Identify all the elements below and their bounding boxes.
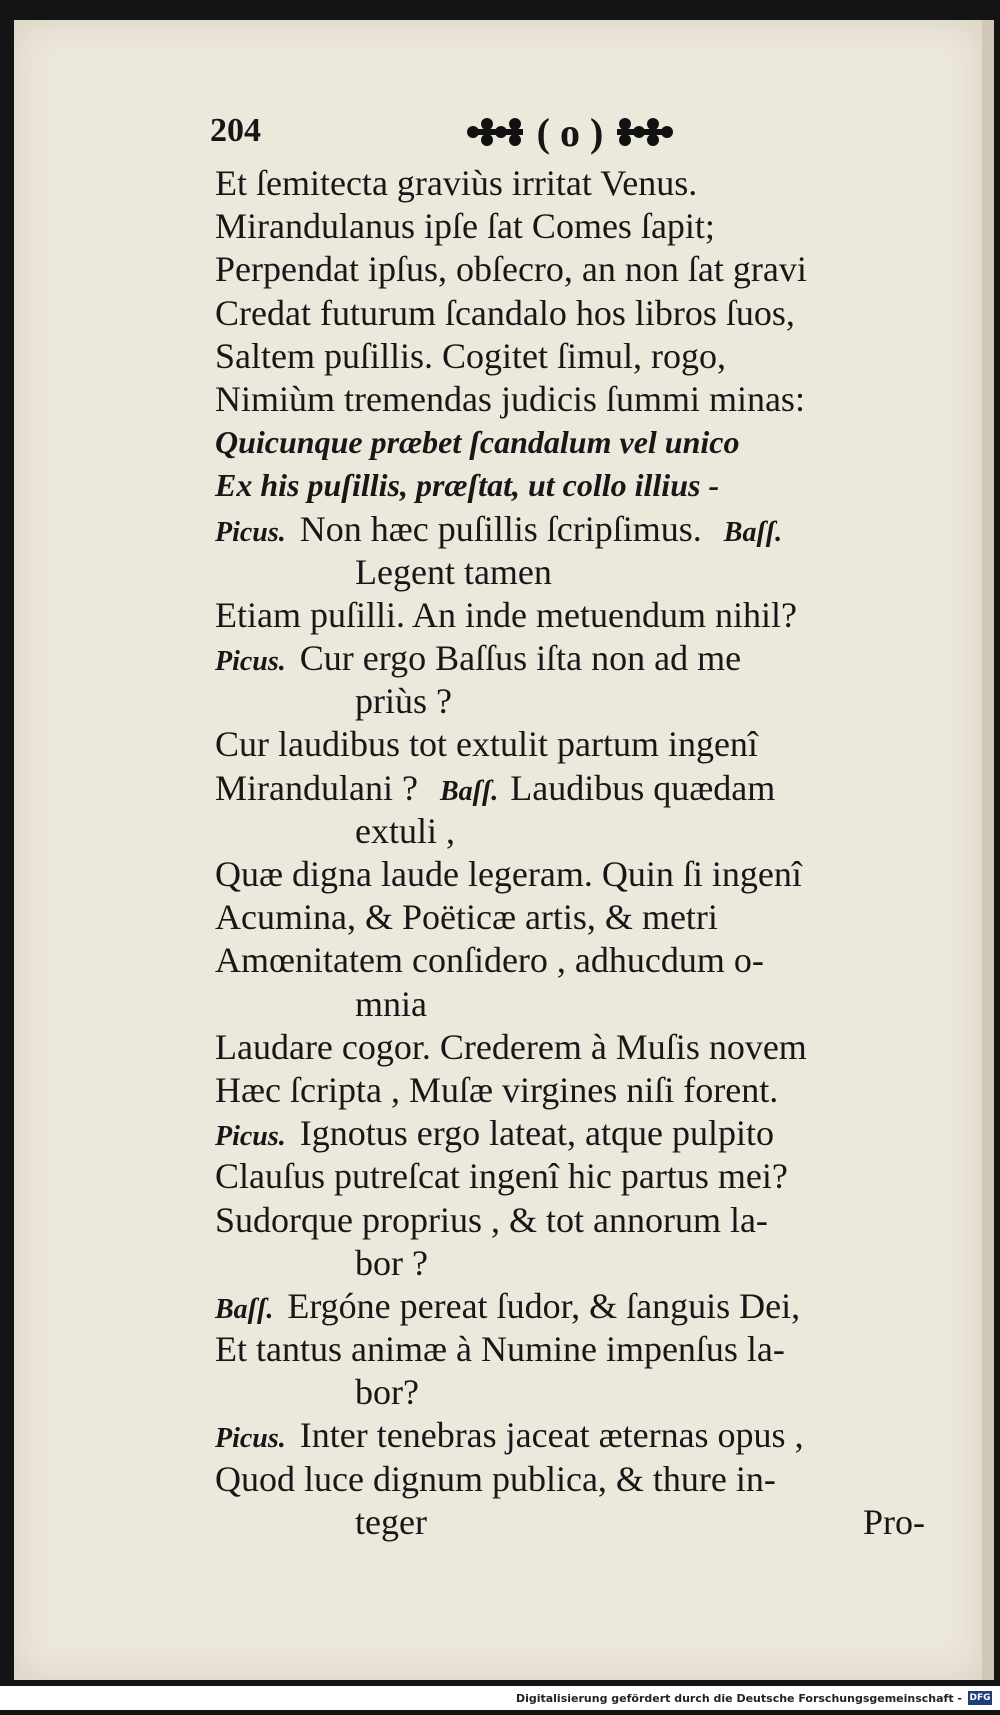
verse-text: mnia bbox=[355, 983, 427, 1024]
speaker-label: Baſſ. bbox=[439, 775, 499, 807]
verse-text: Nimiùm tremendas judicis ſummi minas: bbox=[215, 378, 805, 419]
text-line bbox=[215, 1112, 935, 1155]
verse-text: Et tantus animæ à Numine impenſus la- bbox=[215, 1329, 785, 1370]
verse-text: Etiam puſilli. An inde metuendum nihil? bbox=[215, 594, 797, 635]
digitization-footer bbox=[0, 1686, 1000, 1710]
verse-text: Legent tamen bbox=[355, 551, 552, 592]
verse-text: extuli , bbox=[355, 810, 455, 851]
verse-text: priùs ? bbox=[355, 681, 452, 722]
text-line bbox=[215, 464, 935, 507]
catchword: Pro- bbox=[863, 1501, 925, 1542]
text-line bbox=[215, 248, 935, 291]
text-line bbox=[215, 637, 935, 680]
speaker-label: Picus. bbox=[215, 1423, 286, 1455]
verse-text: Laudare cogor. Crederem à Muſis novem bbox=[215, 1026, 807, 1067]
running-head bbox=[440, 108, 700, 156]
verse-text: Credat futurum ſcandalo hos libros ſuos, bbox=[215, 292, 795, 333]
text-line bbox=[215, 1414, 935, 1457]
speaker-label: Picus. bbox=[215, 516, 286, 548]
text-line bbox=[215, 1371, 935, 1414]
text-line bbox=[215, 378, 935, 421]
verse-text: Inter tenebras jaceat æternas opus , bbox=[299, 1415, 804, 1456]
verse-text: Clauſus putreſcat ingenî hic partus mei? bbox=[215, 1156, 788, 1197]
verse-text: Cur ergo Baſſus iſta non ad me bbox=[299, 638, 742, 679]
speaker-label: Baſſ. bbox=[215, 1293, 274, 1325]
page-number: 204 bbox=[210, 112, 261, 149]
verse-text: Acumina, & Poëticæ artis, & metri bbox=[215, 897, 718, 938]
page-header bbox=[210, 108, 940, 156]
text-line bbox=[215, 508, 935, 551]
text-line bbox=[215, 1501, 935, 1544]
text-line bbox=[215, 680, 935, 723]
text-line bbox=[215, 983, 935, 1026]
text-line bbox=[215, 723, 935, 766]
text-line bbox=[215, 853, 935, 896]
verse-text: Non hæc puſillis ſcripſimus. bbox=[299, 508, 702, 549]
verse-text: Cur laudibus tot extulit partum ingenî bbox=[215, 724, 758, 765]
text-line bbox=[215, 1242, 935, 1285]
verse-text: Hæc ſcripta , Muſæ virgines niſi forent. bbox=[215, 1069, 779, 1110]
verse-text: bor? bbox=[355, 1372, 419, 1413]
verse-text: Laudibus quædam bbox=[510, 767, 776, 808]
verse-text: Quicunque præbet ſcandalum vel unico bbox=[215, 424, 740, 461]
text-line bbox=[215, 551, 935, 594]
verse-text: Et ſemitecta graviùs irritat Venus. bbox=[215, 163, 698, 203]
page-edge bbox=[982, 20, 994, 1680]
verse-text: teger bbox=[355, 1501, 427, 1542]
text-line bbox=[215, 205, 935, 248]
verse-text: Ergóne pereat ſudor, & ſanguis Dei, bbox=[287, 1285, 801, 1326]
verse-text: Quæ digna laude legeram. Quin ſi ingenî bbox=[215, 854, 802, 894]
verse-text: Amœnitatem conſidero , adhucdum o- bbox=[215, 940, 764, 981]
verse-text: Mirandulanus ipſe ſat Comes ſapit; bbox=[215, 206, 715, 247]
text-line bbox=[215, 162, 935, 205]
text-line bbox=[215, 594, 935, 637]
speaker-label: Baſſ. bbox=[723, 516, 783, 548]
text-line bbox=[215, 1328, 935, 1371]
text-line bbox=[215, 896, 935, 939]
running-head-text: ( o ) bbox=[536, 109, 604, 155]
text-line bbox=[215, 767, 935, 810]
text-line bbox=[215, 1026, 935, 1069]
text-line bbox=[215, 1199, 935, 1242]
text-line bbox=[215, 939, 935, 982]
verse-text: Perpendat ipſus, obſecro, an non ſat gravi bbox=[215, 249, 807, 290]
text-line bbox=[215, 1458, 935, 1501]
text-line bbox=[215, 292, 935, 335]
text-line bbox=[215, 1069, 935, 1112]
verse-text-block bbox=[215, 162, 935, 1544]
fleuron-right-icon bbox=[613, 114, 675, 150]
speaker-label: Picus. bbox=[215, 1121, 286, 1153]
dfg-logo: DFG bbox=[969, 1693, 991, 1703]
text-line bbox=[215, 335, 935, 378]
text-line bbox=[215, 1155, 935, 1198]
fleuron-left-icon bbox=[465, 114, 527, 150]
text-line bbox=[215, 421, 935, 464]
verse-text: Mirandulani ? bbox=[215, 767, 418, 808]
verse-text: Ignotus ergo lateat, atque pulpito bbox=[299, 1113, 775, 1154]
verse-text: bor ? bbox=[355, 1242, 428, 1283]
verse-text: Quod luce dignum publica, & thure in- bbox=[215, 1458, 776, 1499]
verse-text: Ex his puſillis, præſtat, ut collo illius - bbox=[215, 467, 720, 504]
text-line bbox=[215, 810, 935, 853]
verse-text: Saltem puſillis. Cogitet ſimul, rogo, bbox=[215, 335, 726, 376]
text-line bbox=[215, 1285, 935, 1328]
speaker-label: Picus. bbox=[215, 646, 286, 678]
verse-text: Sudorque proprius , & tot annorum la- bbox=[215, 1199, 768, 1240]
footer-credit: Digitalisierung gefördert durch die Deutsche Forschungsgemeinschaft - bbox=[515, 1691, 962, 1705]
